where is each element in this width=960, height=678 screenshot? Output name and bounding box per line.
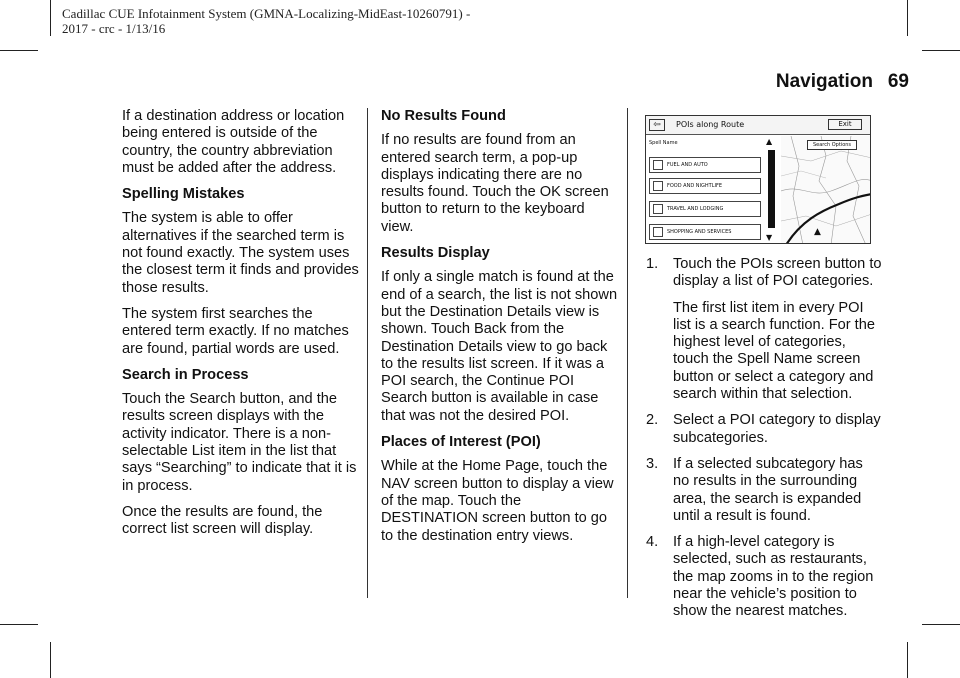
crop-mark — [907, 0, 908, 36]
checkbox — [653, 204, 663, 214]
step-text: If a selected subcategory has no results in the surrounding area, the search is expanded until a result is found. — [673, 455, 863, 524]
step-item — [643, 456, 883, 525]
paragraph: If no results are found from an entered search term, a pop-up displays indicating there are no results found. Touch the OK screen button to return to the keyboard view. — [381, 132, 609, 235]
header-line-2: 2017 - crc - 1/13/16 — [62, 21, 166, 36]
paragraph: While at the Home Page, touch the NAV screen button to display a view of the map. Touch the DESTINATION screen button to go to the destination entry views. — [381, 458, 614, 544]
checkbox — [653, 227, 663, 237]
navigation-arrow-icon: ▲ — [814, 227, 821, 237]
crop-mark — [0, 624, 38, 625]
map-view — [781, 136, 871, 244]
poi-screen-figure — [645, 115, 871, 244]
crop-mark — [922, 50, 960, 51]
row-label: TRAVEL AND LODGING — [667, 206, 724, 212]
column-1 — [122, 108, 360, 548]
back-arrow-icon: ⇦ — [649, 119, 665, 131]
screen-title-bar — [646, 116, 870, 135]
subheading: Results Display — [381, 245, 490, 262]
running-header — [62, 6, 470, 36]
subheading: Places of Interest (POI) — [381, 434, 541, 451]
step-note: The first list item in every POI list is a search function. For the highest level of categories, touch the Spell Name screen button or select a category and search within that selection. — [673, 299, 875, 403]
paragraph: Touch the Search button, and the results screen displays with the activity indicator. There is a non-selectable List item in the list that says “Searching” to indicate that it is in process. — [122, 391, 357, 494]
crop-mark — [907, 642, 908, 678]
paragraph: If only a single match is found at the end of a search, the list is not shown but the Destination Details view is shown. Touch Back from the Destination Details view to go back to the results list screen. If it was a POI search, the Continue POI Search button is available in case that was not the desired POI. — [381, 269, 618, 424]
step-number: 4. — [646, 534, 659, 551]
scroll-thumb — [768, 150, 775, 228]
down-arrow-icon: ▼ — [766, 233, 773, 242]
map-roads — [781, 136, 871, 244]
scrollbar — [765, 138, 778, 242]
paragraph: If a destination address or location being entered is outside of the country, the country abbreviation must be added after the address. — [122, 108, 345, 176]
spell-name-label: Spell Name — [649, 140, 678, 146]
header-line-1: Cadillac CUE Infotainment System (GMNA-Localizing-MidEast-10260791) - — [62, 6, 471, 21]
subheading: Spelling Mistakes — [122, 186, 245, 203]
step-text: Touch the POIs screen button to display a list of POI categories. — [673, 256, 882, 290]
checkbox — [653, 181, 663, 191]
step-text: Select a POI category to display subcategories. — [673, 412, 881, 446]
step-item — [643, 412, 883, 447]
poi-category-row — [649, 157, 761, 173]
poi-category-row — [649, 201, 761, 217]
steps-list — [643, 256, 883, 621]
subheading: No Results Found — [381, 108, 506, 124]
step-item — [643, 534, 883, 620]
step-number: 2. — [646, 412, 659, 429]
search-options-button: Search Options — [807, 140, 857, 150]
poi-category-row — [649, 178, 761, 194]
exit-button: Exit — [828, 119, 862, 130]
crop-mark — [50, 0, 51, 36]
poi-category-row — [649, 224, 761, 240]
column-divider — [367, 108, 368, 598]
row-label: FOOD AND NIGHTLIFE — [667, 183, 722, 189]
paragraph: The system is able to offer alternatives if the searched term is not found exactly. The system uses the closest term it finds and provides those results. — [122, 210, 359, 296]
paragraph: The system first searches the entered term exactly. If no matches are found, partial words are used. — [122, 305, 349, 357]
column-2 — [381, 108, 619, 554]
checkbox — [653, 160, 663, 170]
column-divider — [627, 108, 628, 598]
column-3 — [643, 256, 883, 630]
row-label: SHOPPING AND SERVICES — [667, 229, 732, 235]
page-number: 69 — [887, 71, 909, 92]
paragraph: Once the results are found, the correct list screen will display. — [122, 503, 323, 538]
crop-mark — [50, 642, 51, 678]
step-item — [643, 256, 883, 403]
crop-mark — [0, 50, 38, 51]
subheading: Search in Process — [122, 366, 249, 383]
step-number: 3. — [646, 455, 659, 472]
screen-title: POIs along Route — [676, 120, 745, 129]
up-arrow-icon: ▲ — [766, 137, 773, 146]
section-title: Navigation — [775, 71, 873, 92]
step-text: If a high-level category is selected, such as restaurants, the map zooms in to the region near the vehicle’s position to show the nearest matches. — [673, 534, 874, 620]
row-label: FUEL AND AUTO — [667, 162, 708, 168]
step-number: 1. — [646, 256, 659, 272]
crop-mark — [922, 624, 960, 625]
